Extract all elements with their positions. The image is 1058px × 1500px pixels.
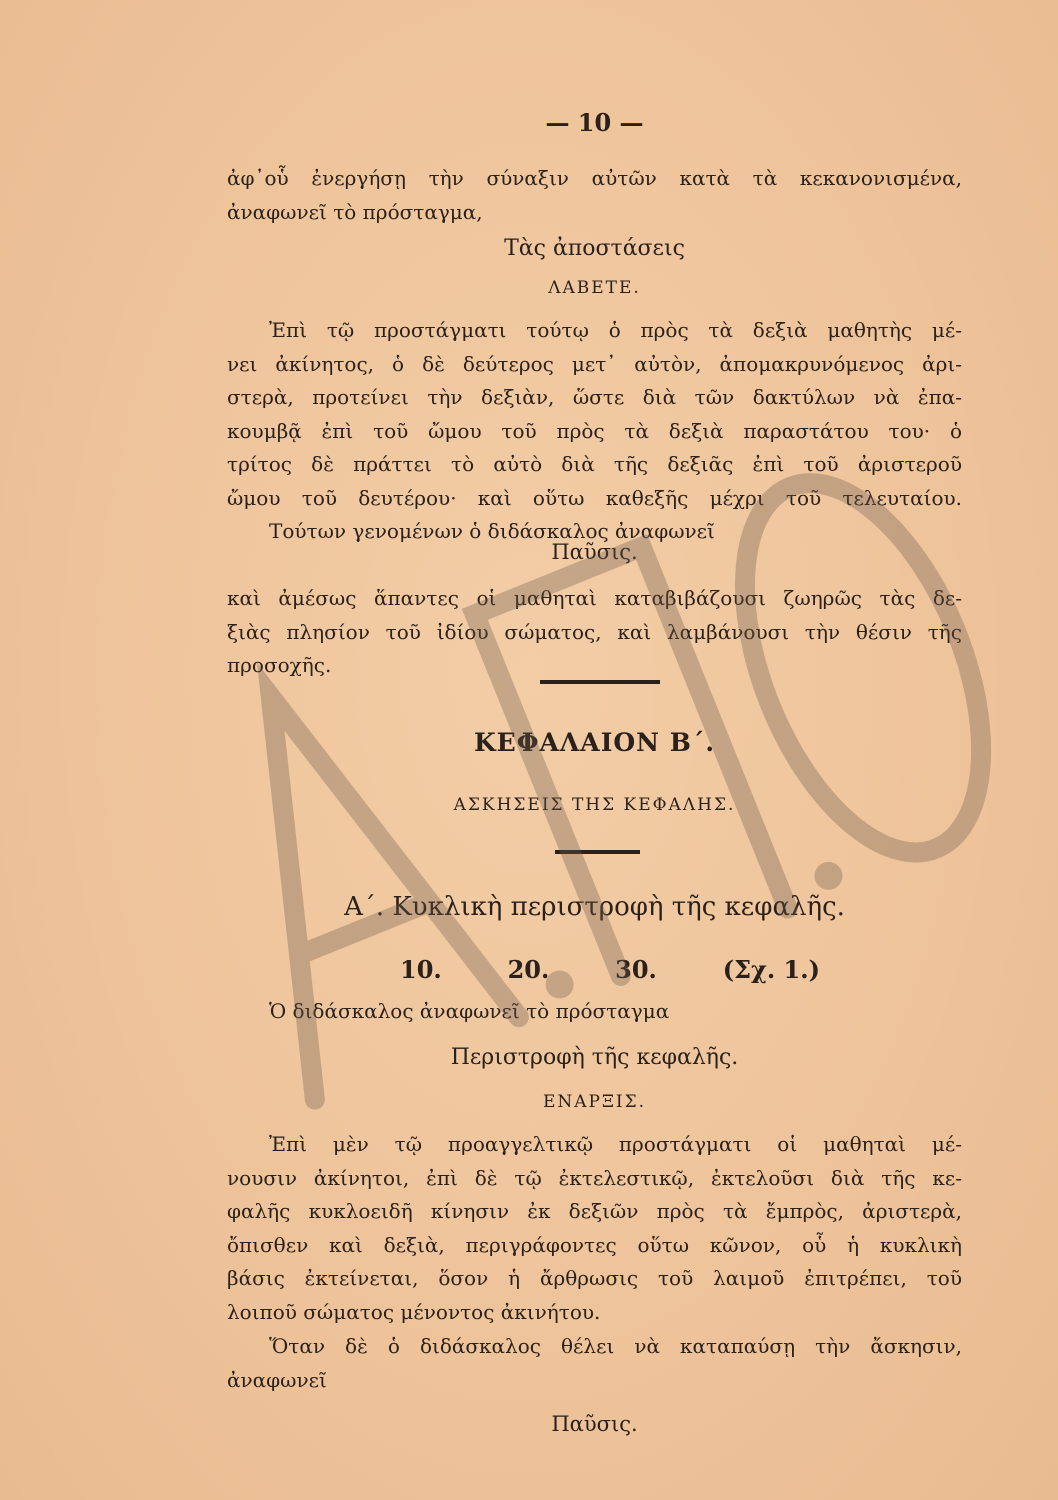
text-line: ὄπισθεν καὶ δεξιὰ, περιγράφοντες οὕτω κῶνον, οὗ ἡ κυκλικὴ: [227, 1232, 962, 1257]
text-line: ὤμου τοῦ δευτέρου· καὶ οὕτω καθεξῆς μέχρι τοῦ τελευταίου.: [227, 485, 962, 510]
command-heading: Παῦσις.: [551, 1412, 638, 1436]
text-line: Ὁ διδάσκαλος ἀναφωνεῖ τὸ πρόσταγμα: [269, 999, 670, 1023]
text-line: καὶ ἀμέσως ἅπαντες οἱ μαθηταὶ καταβιβάζουσι ζωηρῶς τὰς δε-: [227, 586, 962, 610]
command-heading: Περιστροφὴ τῆς κεφαλῆς.: [450, 1045, 739, 1070]
text-line: Ἐπὶ μὲν τῷ προαγγελτικῷ προστάγματι οἱ μαθηταὶ μέ-: [269, 1132, 962, 1156]
text-line: ξιὰς πλησίον τοῦ ἰδίου σώματος, καὶ λαμβάνουσι τὴν θέσιν τῆς: [227, 619, 962, 644]
text-line: Ἐπὶ τῷ προστάγματι τούτῳ ὁ πρὸς τὰ δεξιὰ μαθητὴς μέ-: [269, 318, 962, 342]
text-line: νει ἀκίνητος, ὁ δὲ δεύτερος μετ᾽ αὐτὸν, ἀπομακρυνόμενος ἀρι-: [227, 351, 962, 376]
command-heading: Τὰς ἀποστάσεις: [504, 236, 685, 261]
intro-line: [227, 995, 962, 1029]
text-line: στερὰ, προτείνει τὴν δεξιὰν, ὥστε διὰ τῶν δακτύλων νὰ ἐπα-: [227, 385, 962, 409]
text-line: ἀναφωνεῖ τὸ πρόσταγμα,: [227, 199, 483, 224]
text-line: νουσιν ἀκίνητοι, ἐπὶ δὲ τῷ ἐκτελεστικῷ, ἐκτελοῦσι διὰ τῆς κε-: [227, 1165, 962, 1190]
chapter-title: ΚΕΦΑΛΑΙΟΝ Β΄.: [473, 728, 716, 757]
chapter-subtitle: ΑΣΚΗΣΕΙΣ ΤΗΣ ΚΕΦΑΛΗΣ.: [453, 795, 736, 815]
divider: [555, 850, 640, 854]
watermark-dot: [810, 858, 846, 894]
command-caps: ΕΝΑΡΞΙΣ.: [542, 1092, 647, 1112]
text-line: λοιποῦ σώματος μένοντος ἀκινήτου.: [227, 1299, 601, 1324]
paragraph: [227, 582, 962, 683]
paragraph: [227, 1330, 962, 1397]
command-caps: ΛΑΒΕΤΕ.: [548, 278, 641, 298]
figure-reference: (Σχ. 1.): [722, 955, 820, 984]
command-heading: Παῦσις.: [551, 540, 638, 564]
count: 20.: [507, 955, 550, 984]
paragraph: [227, 314, 962, 549]
count: 10.: [400, 955, 442, 984]
count: 30.: [615, 955, 657, 984]
watermark-letter-a: [169, 656, 519, 1100]
text-line: βάσις ἐκτείνεται, ὅσον ἡ ἄρθρωσις τοῦ λαιμοῦ ἐπιτρέπει, τοῦ: [227, 1266, 962, 1290]
text-line: φαλῆς κυκλοειδῆ κίνησιν ἐκ δεξιῶν πρὸς τὰ ἔμπρὸς, ἀριστερὰ,: [227, 1199, 962, 1223]
page-number: — 10 —: [545, 108, 644, 137]
text-line: ἀφ᾽οὗ ἐνεργήσῃ τὴν σύναξιν αὐτῶν κατὰ τὰ κεκανονισμένα,: [227, 166, 962, 190]
text-line: κουμβᾷ ἐπὶ τοῦ ὤμου τοῦ πρὸς τὰ δεξιὰ παραστάτου του· ὁ: [227, 418, 962, 443]
exercise-counts: [400, 955, 820, 984]
text-line: Τούτων γενομένων ὁ διδάσκαλος ἀναφωνεῖ: [269, 519, 715, 543]
paragraph: [227, 1128, 962, 1329]
opening-text: [227, 162, 962, 229]
text-line: προσοχῆς.: [227, 653, 332, 677]
text-line: ἀναφωνεῖ: [227, 1367, 327, 1392]
text-line: Ὅταν δὲ ὁ διδάσκαλος θέλει νὰ καταπαύσῃ τὴν ἄσκησιν,: [269, 1334, 962, 1358]
section-heading: Α΄. Κυκλικὴ περιστροφὴ τῆς κεφαλῆς.: [344, 892, 845, 922]
divider: [540, 680, 660, 684]
text-line: τρίτος δὲ πράττει τὸ αὐτὸ διὰ τῆς δεξιᾶς ἐπὶ τοῦ ἀριστεροῦ: [227, 452, 962, 476]
